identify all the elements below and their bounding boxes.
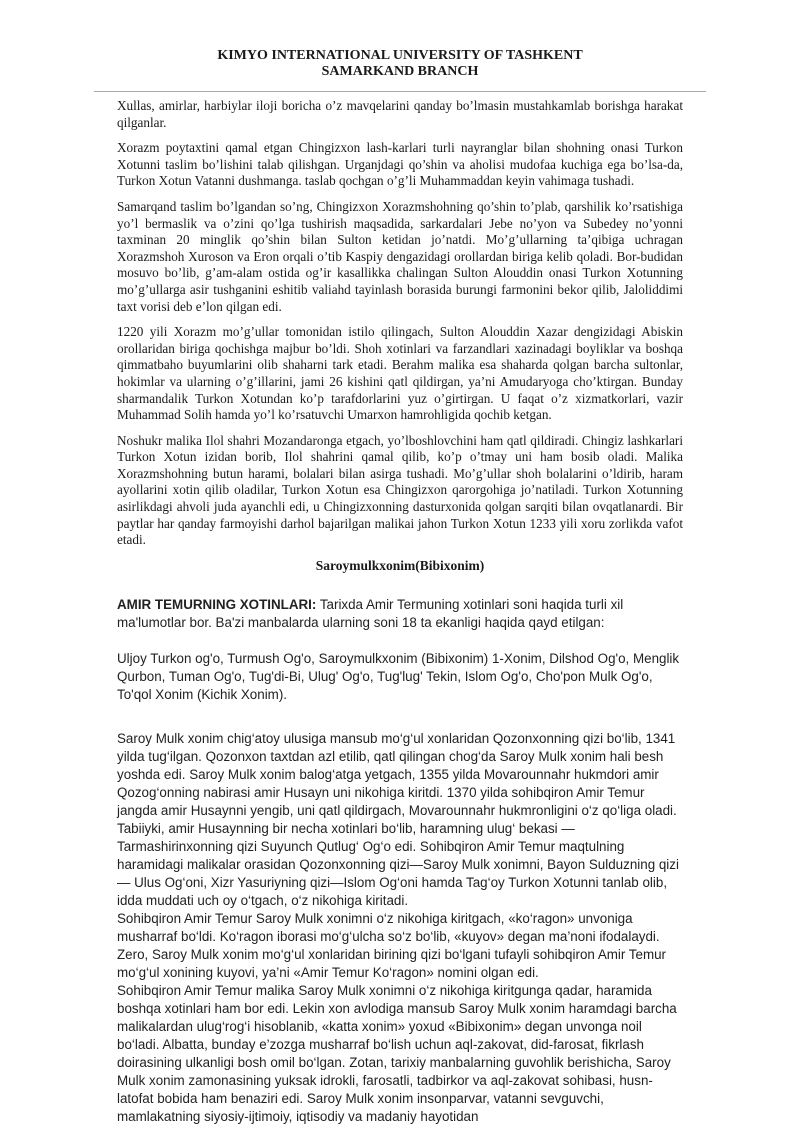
amir-wives-label: AMIR TEMURNING XOTINLARI: bbox=[117, 596, 317, 612]
saroy-paragraph: Sohibqiron Amir Temur Saroy Mulk xonimni o‘z nikohiga kiritgach, «ko‘ragon» unvoniga musharraf bo‘ldi. Ko‘ragon iborasi mo‘g‘ulcha so‘z bo‘lib, «kuyov» degan ma’noni ifodalaydi. Zero, Saroy Mulk xonim mo‘g‘ul xonlaridan birining qizi bo‘lgani tufayli sohibqiron Amir Temur mo‘g‘ul xonining kuyovi, ya’ni «Amir Temur Ko‘ragon» nomini olgan edi. bbox=[117, 910, 667, 980]
saroy-paragraph: Saroy Mulk xonim chig‘atoy ulusiga mansub mo‘g‘ul xonlaridan Qozonxonning qizi bo‘lib, 1341 yilda tug‘ilgan. Qozonxon taxtdan azl etilib, qatl qilingan chog‘da Saroy Mulk xonim hali besh yoshda edi. Saroy Mulk xonim balog‘atga yetgach, 1355 yilda Movarounnahr hukmdori amir Qozog‘onning nabirasi amir Husayn uni nikohiga kiritdi. 1370 yilda sohibqiron Amir Temur jangda amir Husaynni yengib, uni qatl qildirgach, Movarounnahr hukmronligini o‘z qo‘liga oladi. Tabiiyki, amir Husaynning bir necha xotinlari bo‘lib, haramning ulug‘ bekasi — Tarmashirinxonning qizi Suyunch Qutlug‘ Og‘o edi. Sohibqiron Amir Temur maqtulning haramidagi malikalar orasidan Qozonxonning qizi—Saroy Mulk xonimni, Bayon Sulduzning qizi — Ulus Og‘oni, Xizr Yasuriyning qizi—Islom Og‘oni hamda Tag‘oy Turkon Xotunni tanlab olib, idda muddati uch oy o‘tgach, o‘z nikohiga kiritadi. bbox=[117, 730, 679, 908]
header-divider bbox=[94, 91, 706, 92]
amir-wives-intro bbox=[117, 596, 683, 632]
section-title: Saroymulkxonim(Bibixonim) bbox=[315, 557, 485, 573]
paragraph: Noshukr malika Ilol shahri Mozandaronga etgach, yo’lboshlovchini ham qatl qildiradi. Chingiz lashkarlari Turkon Xotun izidan borib, Ilol shahrini qamal qilib, ko’p o’tmay uni ham bosib oladi. Malika Xorazmshohning butun harami, bolalari bilan asirga tushadi. Mo’g’ullar shoh bolalarini o’ldirib, haram ayollarini xotin qilib oladilar, Turkon Xotun esa Chingizxon qarorgohiga jo’natiladi. Turkon Xotunning asirlikdagi ahvoli juda ayanchli edi, u Chingizxonning dasturxonida qolgan sarqiti bilan ovqatlanardi. Bir paytlar har qanday farmoyishi darhol bajarilgan malikai jahon Turkon Xotun 1233 yili xoru zorlikda vafot etadi. bbox=[117, 432, 683, 548]
university-name: KIMYO INTERNATIONAL UNIVERSITY OF TASHKENT bbox=[217, 48, 583, 63]
paragraph: Xullas, amirlar, harbiylar iloji boricha o’z mavqelarini qanday bo’lmasin mustahkamlab borishga harakat qilganlar. bbox=[117, 98, 683, 130]
paragraph: Samarqand taslim bo’lgandan so’ng, Chingizxon Xorazmshohning qo’shin to’plab, qarshilik ko’rsatishiga yo’l bermaslik va o’zini qo’lga tushirish maqsadida, sarkardalari Jebe no’yon va Subedey no’yonni taxminan 20 minglik qo’shin bilan Sulton ketidan jo’natdi. Mo’g’ullarning ta’qibiga uchragan Xorazmshoh Xuroson va Eron orqali o’tib Kaspiy dengazidagi orollardan biriga kelib qoladi. Bor-budidan mosuvo bo’lib, g’am-alam ostida og’ir kasallikka chalingan Sulton Alouddin onasi Turkon Xotunning mo’g’ullarga asir tushganini eshitib valiahd tayinlash borasida burungi farmonini bekor qilib, Jaloliddimi taxt vorisi deb e’lon qilgan edi. bbox=[117, 198, 683, 314]
paragraph: Xorazm poytaxtini qamal etgan Chingizxon lash-karlari turli nayranglar bilan shohning onasi Turkon Xotunni taslim bo’lishini talab qilishgan. Urganjdagi qo’shin va aholisi mudofaa kuchiga ega bo’lsa-da, Turkon Xotun Vatanni dushmanga. taslab qochgan o’g’li Muhammaddan keyin vahimaga tushadi. bbox=[117, 140, 683, 189]
document-body bbox=[117, 98, 683, 1126]
branch-name: SAMARKAND BRANCH bbox=[321, 64, 479, 79]
page-header bbox=[0, 48, 800, 80]
amir-wives-text: Tarixda Amir Termuning xotinlari soni haqida turli xil ma'lumotlar bor. Ba'zi manbalarda ularning soni 18 ta ekanligi haqida qayd etilgan: bbox=[117, 596, 624, 630]
wives-list: Uljoy Turkon og'o, Turmush Og'o, Saroymulkxonim (Bibixonim) 1-Xonim, Dilshod Og'o, Menglik Qurbon, Tuman Og'o, Tug'di-Bi, Ulug' Og'o, Tug'lug' Tekin, Islom Og'o, Cho'pon Mulk Og'o, To'qol Xonim (Kichik Xonim). bbox=[117, 650, 680, 702]
saroy-paragraph: Sohibqiron Amir Temur malika Saroy Mulk xonimni o‘z nikohiga kiritgunga qadar, haramida boshqa xotinlari ham bor edi. Lekin xon avlodiga mansub Saroy Mulk xonim haramdagi barcha malikalardan ulug‘rog‘i hisoblanib, «katta xonim» yoxud «Bibixonim» degan unvonga noil bo‘ladi. Albatta, bunday e’zozga musharraf bo‘lish uchun aql-zakovat, did-farosat, fikrlash doirasining ulkanligi bosh omil bo‘lgan. Zotan, tarixiy manbalarning guvohlik berishicha, Saroy Mulk xonim zamonasining yuksak idrokli, farosatli, tadbirkor va aql-zakovat sohibasi, husn-latofat bobida ham benaziri edi. Saroy Mulk xonim insonparvar, vatanni sevguvchi, mamlakatning siyosiy-ijtimoiy, iqtisodiy va madaniy hayotidan bbox=[117, 982, 677, 1124]
paragraph: 1220 yili Xorazm mo’g’ullar tomonidan istilo qilingach, Sulton Alouddin Xazar dengizidagi Abiskin orollaridan biriga qochishga majbur bo’ldi. Shoh xotinlari va farzandlari xazinadagi boyliklar va boshqa qimmatbaho buyumlarini olib shaharni tark etadi. Berahm malika esa shaharda qolgan barcha sultonlar, hokimlar va ularning o’g’illarini, jami 26 kishini qatl qildirgan, ya’ni Amudaryoga cho’ktirgan. Bunday sharmandalik Turkon Xotundan ko’p tarafdorlarini yuz o’girtirgan. U faqat o’z xizmatkorlari, vazir Muhammad Solih hamda yo’l ko’rsatuvchi Umarxon hamrohligida qochib ketgan. bbox=[117, 324, 683, 423]
